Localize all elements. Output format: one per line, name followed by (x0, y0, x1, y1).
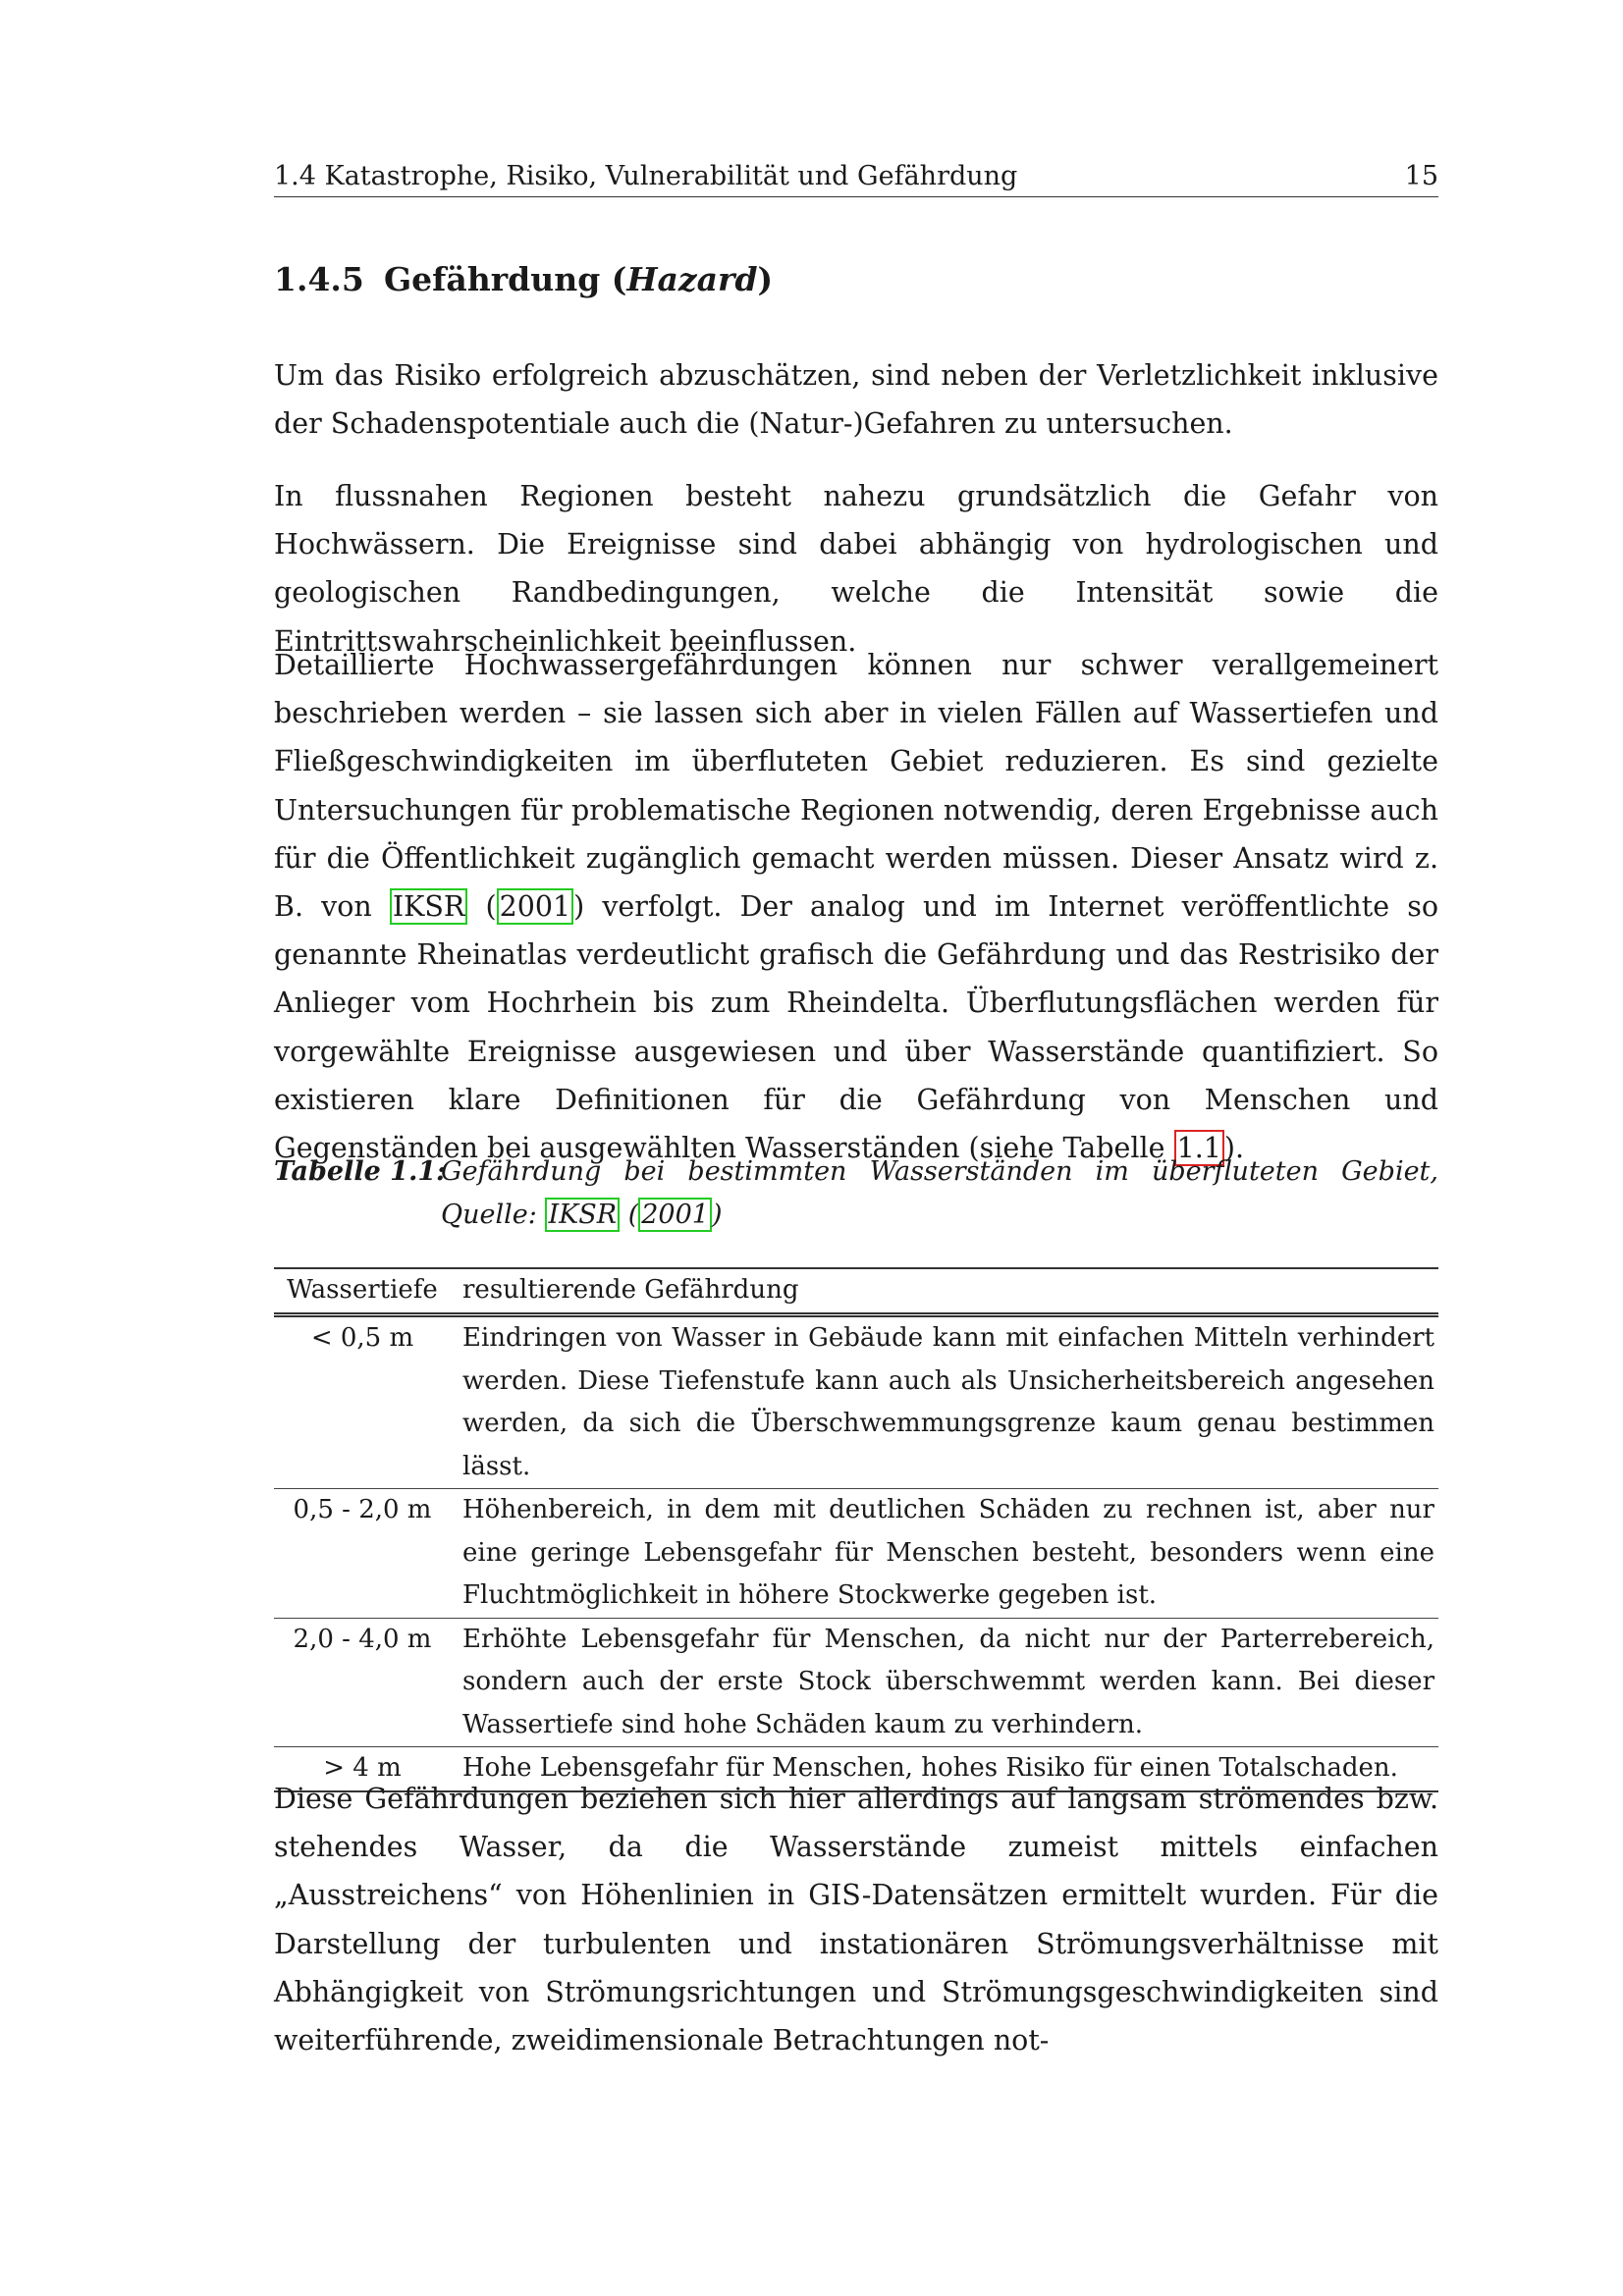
table-caption-line-2 (441, 1194, 723, 1237)
table-row (274, 1489, 1438, 1619)
cell-hazard: Erhöhte Lebensgefahr für Menschen, da nicht nur der Parterrebereich, sondern auch der erste Stock überschwemmt werden kann. Bei dieser Wassertiefe sind hohe Schäden kaum zu verhindern. (462, 1624, 1434, 1739)
paragraph-3-text-c: ). (1223, 1132, 1245, 1165)
caption-citation-author[interactable]: IKSR (545, 1198, 620, 1232)
caption-citation-year[interactable]: 2001 (638, 1198, 712, 1232)
citation-open: ( (467, 890, 497, 924)
cell-hazard: Höhenbereich, in dem mit deutlichen Schäden zu rechnen ist, aber nur eine geringe Lebensgefahr für Menschen besteht, besonders wenn eine Fluchtmöglichkeit in höhere Stockwerke gegeben ist. (462, 1495, 1434, 1610)
table-header-row (274, 1268, 1438, 1315)
cell-depth: 0,5 - 2,0 m (293, 1495, 432, 1524)
table-row (274, 1315, 1438, 1489)
caption-source-prefix: Quelle: (441, 1200, 546, 1230)
section-title-suffix: ) (757, 260, 774, 298)
cell-depth: < 0,5 m (310, 1323, 414, 1353)
running-header-title: 1.4 Katastrophe, Risiko, Vulnerabilität und Gefährdung (274, 161, 1018, 191)
cell-hazard: Hohe Lebensgefahr für Menschen, hohes Risiko für einen Totalschaden. (462, 1753, 1398, 1783)
paragraph-3-text-a: Detaillierte Hochwassergefährdungen können nur schwer verallgemeinert beschrieben werden – sie lassen sich aber in vielen Fällen auf Wassertiefen und Fließgeschwindigkeiten im überfluteten Gebiet reduzieren. Es sind gezielte Untersuchungen für problematische Regionen notwendig, deren Ergebnisse auch für die Öffentlichkeit zugänglich gemacht werden müssen. Dieser Ansatz wird z. B. von (274, 649, 1438, 924)
citation-close: ) (573, 890, 585, 924)
running-header (274, 157, 1438, 197)
caption-citation-close: ) (711, 1200, 723, 1230)
page-number: 15 (1404, 161, 1438, 191)
cell-hazard: Eindringen von Wasser in Gebäude kann mit einfachen Mitteln verhindert werden. Diese Tiefenstufe kann auch als Unsicherheitsbereich angesehen werden, da sich die Überschwemmungsgrenze kaum genau bestimmen lässt. (462, 1323, 1434, 1481)
paragraph-1: Um das Risiko erfolgreich abzuschätzen, sind neben der Verletzlichkeit inklusive der Schadenspotentiale auch die (Natur-)Gefahren zu untersuchen. (274, 359, 1438, 441)
paragraph-3 (274, 641, 1438, 1172)
citation-link-author[interactable]: IKSR (390, 888, 468, 925)
paragraph-4: Diese Gefährdungen beziehen sich hier allerdings auf langsam strömendes bzw. stehendes Wasser, da die Wasserstände zumeist mittels einfachen „Ausstreichens“ von Höhenlinien in GIS-Datensätzen ermittelt wurden. Für die Darstellung der turbulenten und instationären Strömungsverhältnisse mit Abhängigkeit von Strömungsrichtungen und Strömungsgeschwindigkeiten sind weiterführende, zweidimensionale Betrachtungen not- (274, 1783, 1438, 2057)
column-header-hazard: resultierende Gefährdung (462, 1275, 799, 1305)
section-title-term: Hazard (626, 260, 758, 298)
section-number: 1.4.5 (274, 260, 364, 298)
citation-link-year[interactable]: 2001 (497, 888, 574, 925)
table-row (274, 1618, 1438, 1747)
paragraph-3-text-b: verfolgt. Der analog und im Internet veröffentlichte so genannte Rheinatlas verdeutlicht grafisch die Gefährdung und das Restrisiko der Anlieger vom Hochrhein bis zum Rheindelta. Überflutungsflächen werden für vorgewählte Ereignisse ausgewiesen und über Wasserstände quantifiziert. So existieren klare Definitionen für die Gefährdung von Menschen und Gegenständen bei ausgewählten Wasserständen (siehe Tabelle (274, 890, 1438, 1165)
table-caption-label: Tabelle 1.1: (274, 1156, 447, 1187)
table-caption-line-1: Gefährdung bei bestimmten Wasserständen im überfluteten Gebiet, (441, 1156, 1438, 1187)
cell-depth: 2,0 - 4,0 m (293, 1624, 432, 1654)
column-header-depth: Wassertiefe (287, 1275, 438, 1305)
section-title-prefix: Gefährdung ( (384, 260, 627, 298)
section-heading (274, 257, 773, 302)
hazard-table (274, 1267, 1438, 1792)
paragraph-2: In flussnahen Regionen besteht nahezu grundsätzlich die Gefahr von Hochwässern. Die Ereignisse sind dabei abhängig von hydrologischen und geologischen Randbedingungen, welche die Intensität sowie die Eintrittswahrscheinlichkeit beeinflussen. (274, 480, 1438, 658)
caption-citation-open: ( (620, 1200, 639, 1230)
cell-depth: > 4 m (323, 1753, 402, 1783)
table-reference-link[interactable]: 1.1 (1174, 1130, 1224, 1166)
